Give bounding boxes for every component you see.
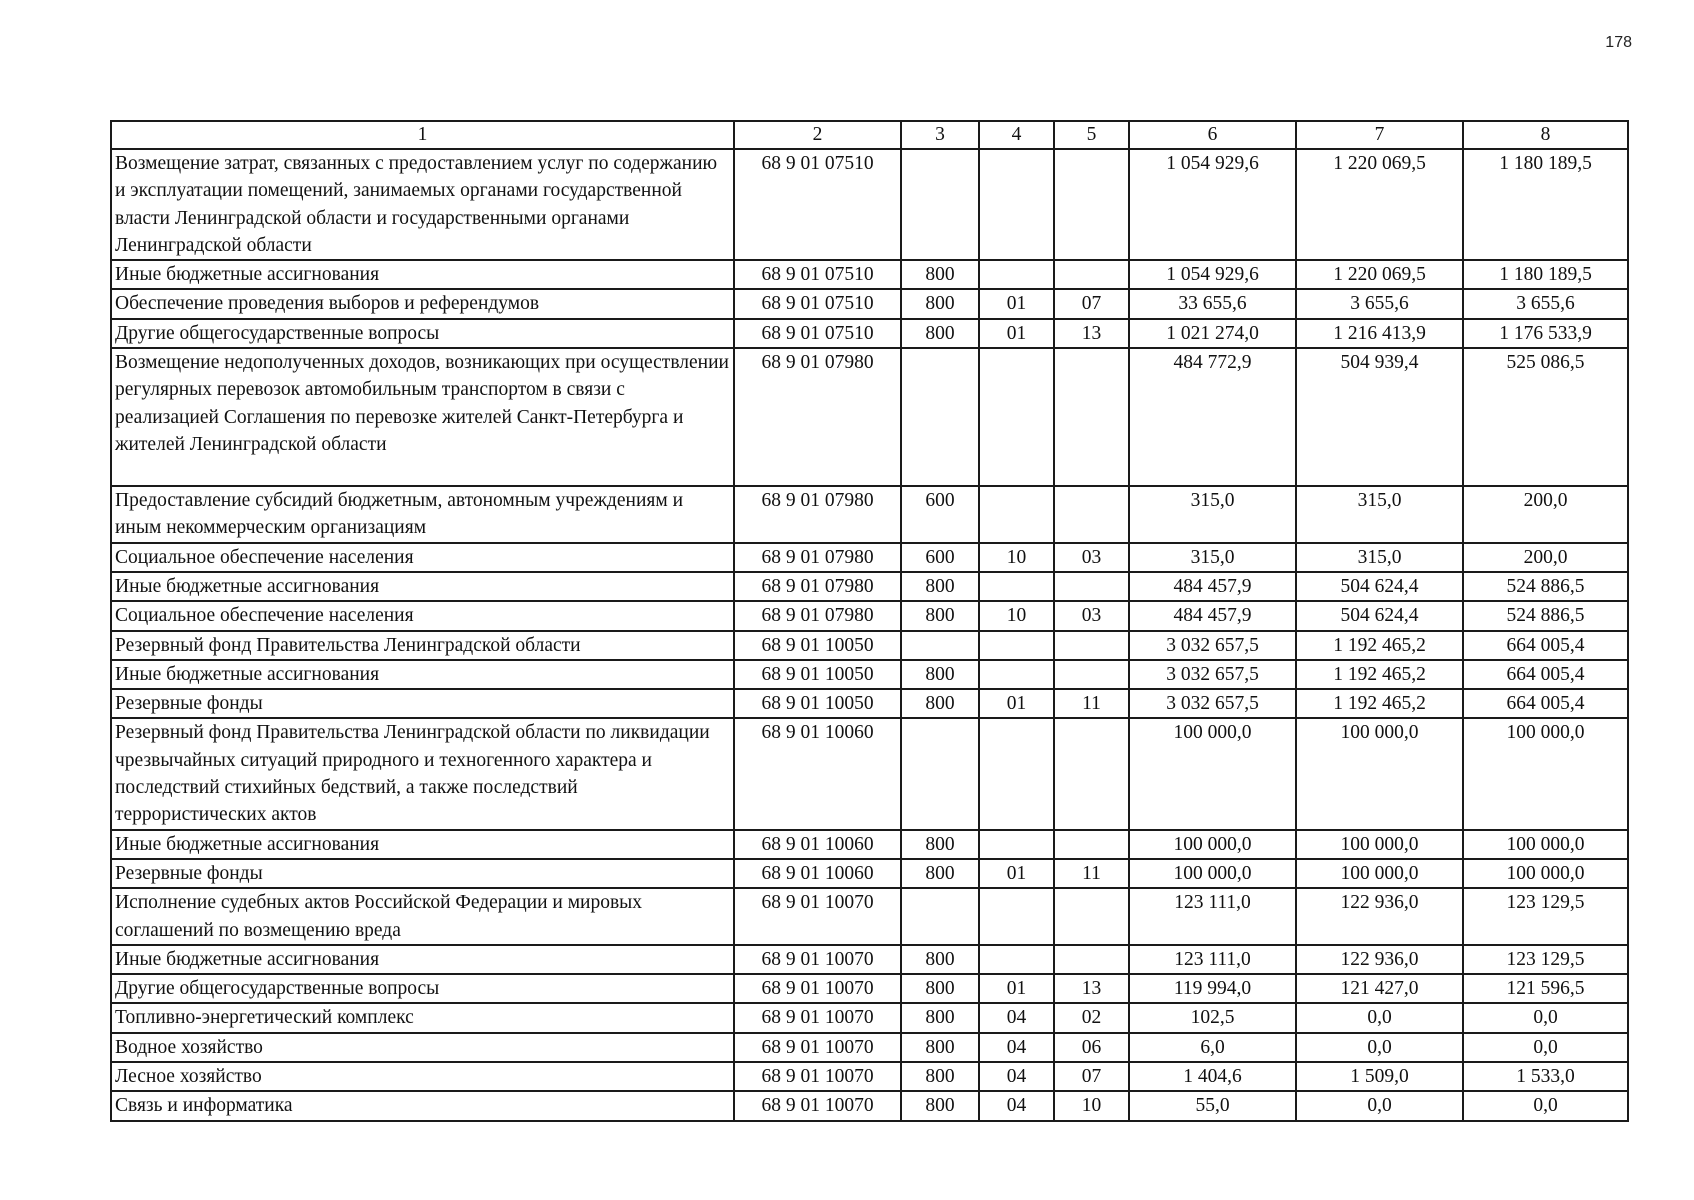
row-section-cell: 01 <box>979 974 1054 1003</box>
row-amount-col8-cell: 664 005,4 <box>1463 689 1628 718</box>
row-amount-col8-cell: 664 005,4 <box>1463 660 1628 689</box>
row-code-cell: 68 9 01 10050 <box>734 631 901 660</box>
row-section-cell <box>979 888 1054 945</box>
row-section-cell <box>979 572 1054 601</box>
row-amount-col7-cell: 0,0 <box>1296 1003 1463 1032</box>
table-row <box>111 572 1628 601</box>
row-subsection-cell: 02 <box>1054 1003 1129 1032</box>
row-code-cell: 68 9 01 07510 <box>734 149 901 260</box>
row-name-cell: Возмещение недополученных доходов, возникающих при осуществлении регулярных перевозок автомобильным транспортом в связи с реализацией Соглашения по перевозке жителей Санкт-Петербурга и жителей Ленинградской области <box>111 348 734 486</box>
row-subsection-cell: 11 <box>1054 859 1129 888</box>
row-section-cell <box>979 830 1054 859</box>
row-expense-type-cell: 800 <box>901 830 979 859</box>
table-row <box>111 718 1628 829</box>
row-amount-col7-cell: 504 939,4 <box>1296 348 1463 486</box>
row-name-cell: Другие общегосударственные вопросы <box>111 319 734 348</box>
row-section-cell: 04 <box>979 1033 1054 1062</box>
header-col-2: 2 <box>734 121 901 149</box>
row-code-cell: 68 9 01 07980 <box>734 486 901 543</box>
header-col-8: 8 <box>1463 121 1628 149</box>
header-col-6: 6 <box>1129 121 1296 149</box>
row-code-cell: 68 9 01 10050 <box>734 660 901 689</box>
row-amount-col6-cell: 100 000,0 <box>1129 718 1296 829</box>
row-expense-type-cell <box>901 348 979 486</box>
row-expense-type-cell: 800 <box>901 689 979 718</box>
row-amount-col8-cell: 524 886,5 <box>1463 601 1628 630</box>
row-expense-type-cell: 800 <box>901 1062 979 1091</box>
row-amount-col6-cell: 100 000,0 <box>1129 830 1296 859</box>
row-expense-type-cell: 600 <box>901 486 979 543</box>
table-row <box>111 888 1628 945</box>
row-amount-col8-cell: 664 005,4 <box>1463 631 1628 660</box>
row-name-cell: Иные бюджетные ассигнования <box>111 260 734 289</box>
row-subsection-cell: 13 <box>1054 319 1129 348</box>
row-amount-col8-cell: 1 533,0 <box>1463 1062 1628 1091</box>
row-amount-col7-cell: 100 000,0 <box>1296 830 1463 859</box>
row-subsection-cell <box>1054 945 1129 974</box>
row-amount-col7-cell: 1 192 465,2 <box>1296 660 1463 689</box>
row-name-cell: Водное хозяйство <box>111 1033 734 1062</box>
row-name-cell: Связь и информатика <box>111 1091 734 1120</box>
row-section-cell: 04 <box>979 1091 1054 1120</box>
row-subsection-cell <box>1054 348 1129 486</box>
table-row <box>111 1091 1628 1120</box>
row-amount-col7-cell: 122 936,0 <box>1296 945 1463 974</box>
row-amount-col7-cell: 1 220 069,5 <box>1296 149 1463 260</box>
budget-table <box>110 120 1629 1122</box>
row-amount-col6-cell: 3 032 657,5 <box>1129 660 1296 689</box>
row-code-cell: 68 9 01 10060 <box>734 830 901 859</box>
row-name-cell: Социальное обеспечение населения <box>111 543 734 572</box>
row-amount-col6-cell: 123 111,0 <box>1129 945 1296 974</box>
row-section-cell <box>979 945 1054 974</box>
header-col-4: 4 <box>979 121 1054 149</box>
row-name-cell: Обеспечение проведения выборов и референдумов <box>111 289 734 318</box>
row-expense-type-cell <box>901 718 979 829</box>
row-amount-col8-cell: 524 886,5 <box>1463 572 1628 601</box>
table-row <box>111 830 1628 859</box>
row-name-cell: Возмещение затрат, связанных с предоставлением услуг по содержанию и эксплуатации помещений, занимаемых органами государственной власти Ленинградской области и государственными органами Ленинградской области <box>111 149 734 260</box>
row-amount-col8-cell: 1 180 189,5 <box>1463 260 1628 289</box>
row-code-cell: 68 9 01 07980 <box>734 543 901 572</box>
row-name-cell: Резервный фонд Правительства Ленинградской области <box>111 631 734 660</box>
row-amount-col7-cell: 1 192 465,2 <box>1296 689 1463 718</box>
page-number: 178 <box>1605 34 1632 51</box>
table-header <box>111 121 1628 149</box>
row-amount-col7-cell: 504 624,4 <box>1296 572 1463 601</box>
row-amount-col7-cell: 1 192 465,2 <box>1296 631 1463 660</box>
row-section-cell: 04 <box>979 1003 1054 1032</box>
row-amount-col7-cell: 0,0 <box>1296 1091 1463 1120</box>
row-amount-col8-cell: 525 086,5 <box>1463 348 1628 486</box>
header-col-5: 5 <box>1054 121 1129 149</box>
row-subsection-cell: 11 <box>1054 689 1129 718</box>
row-section-cell: 10 <box>979 601 1054 630</box>
row-name-cell: Иные бюджетные ассигнования <box>111 660 734 689</box>
row-code-cell: 68 9 01 07510 <box>734 319 901 348</box>
row-expense-type-cell <box>901 631 979 660</box>
row-section-cell: 01 <box>979 319 1054 348</box>
row-section-cell: 01 <box>979 859 1054 888</box>
row-amount-col6-cell: 1 054 929,6 <box>1129 260 1296 289</box>
table-row <box>111 974 1628 1003</box>
row-amount-col7-cell: 3 655,6 <box>1296 289 1463 318</box>
table-row <box>111 631 1628 660</box>
row-amount-col7-cell: 122 936,0 <box>1296 888 1463 945</box>
row-code-cell: 68 9 01 10070 <box>734 1062 901 1091</box>
row-amount-col8-cell: 100 000,0 <box>1463 859 1628 888</box>
row-subsection-cell: 07 <box>1054 1062 1129 1091</box>
row-name-cell: Лесное хозяйство <box>111 1062 734 1091</box>
row-section-cell: 04 <box>979 1062 1054 1091</box>
table-body <box>111 149 1628 1121</box>
row-amount-col6-cell: 100 000,0 <box>1129 859 1296 888</box>
table-row <box>111 689 1628 718</box>
table-row <box>111 945 1628 974</box>
row-code-cell: 68 9 01 07980 <box>734 572 901 601</box>
row-section-cell <box>979 149 1054 260</box>
row-name-cell: Иные бюджетные ассигнования <box>111 830 734 859</box>
row-name-cell: Исполнение судебных актов Российской Федерации и мировых соглашений по возмещению вреда <box>111 888 734 945</box>
row-section-cell <box>979 631 1054 660</box>
row-expense-type-cell: 800 <box>901 1033 979 1062</box>
row-amount-col6-cell: 119 994,0 <box>1129 974 1296 1003</box>
row-amount-col7-cell: 1 509,0 <box>1296 1062 1463 1091</box>
row-amount-col6-cell: 55,0 <box>1129 1091 1296 1120</box>
row-amount-col8-cell: 0,0 <box>1463 1091 1628 1120</box>
row-amount-col8-cell: 123 129,5 <box>1463 945 1628 974</box>
row-expense-type-cell: 800 <box>901 319 979 348</box>
row-amount-col8-cell: 121 596,5 <box>1463 974 1628 1003</box>
row-expense-type-cell <box>901 888 979 945</box>
row-amount-col7-cell: 121 427,0 <box>1296 974 1463 1003</box>
row-amount-col6-cell: 484 772,9 <box>1129 348 1296 486</box>
row-subsection-cell: 06 <box>1054 1033 1129 1062</box>
row-amount-col6-cell: 3 032 657,5 <box>1129 631 1296 660</box>
table-row <box>111 149 1628 260</box>
row-expense-type-cell: 800 <box>901 859 979 888</box>
header-row <box>111 121 1628 149</box>
row-amount-col6-cell: 1 021 274,0 <box>1129 319 1296 348</box>
table-row <box>111 289 1628 318</box>
row-amount-col8-cell: 200,0 <box>1463 543 1628 572</box>
row-amount-col8-cell: 0,0 <box>1463 1003 1628 1032</box>
row-subsection-cell <box>1054 830 1129 859</box>
row-subsection-cell <box>1054 486 1129 543</box>
row-amount-col8-cell: 1 176 533,9 <box>1463 319 1628 348</box>
row-code-cell: 68 9 01 10060 <box>734 859 901 888</box>
row-section-cell: 10 <box>979 543 1054 572</box>
row-amount-col7-cell: 100 000,0 <box>1296 859 1463 888</box>
header-col-3: 3 <box>901 121 979 149</box>
table-row <box>111 601 1628 630</box>
row-section-cell <box>979 486 1054 543</box>
row-name-cell: Резервные фонды <box>111 859 734 888</box>
table-row <box>111 859 1628 888</box>
row-code-cell: 68 9 01 10070 <box>734 888 901 945</box>
row-name-cell: Топливно-энергетический комплекс <box>111 1003 734 1032</box>
row-amount-col7-cell: 315,0 <box>1296 486 1463 543</box>
row-amount-col8-cell: 0,0 <box>1463 1033 1628 1062</box>
row-code-cell: 68 9 01 07510 <box>734 289 901 318</box>
row-expense-type-cell: 800 <box>901 260 979 289</box>
row-subsection-cell <box>1054 572 1129 601</box>
row-section-cell <box>979 660 1054 689</box>
row-subsection-cell: 03 <box>1054 543 1129 572</box>
row-amount-col8-cell: 100 000,0 <box>1463 830 1628 859</box>
row-subsection-cell <box>1054 660 1129 689</box>
row-name-cell: Иные бюджетные ассигнования <box>111 945 734 974</box>
row-expense-type-cell: 800 <box>901 1091 979 1120</box>
row-subsection-cell: 03 <box>1054 601 1129 630</box>
row-amount-col8-cell: 123 129,5 <box>1463 888 1628 945</box>
row-expense-type-cell: 800 <box>901 660 979 689</box>
row-amount-col7-cell: 1 216 413,9 <box>1296 319 1463 348</box>
row-amount-col6-cell: 123 111,0 <box>1129 888 1296 945</box>
row-code-cell: 68 9 01 07980 <box>734 601 901 630</box>
row-amount-col8-cell: 3 655,6 <box>1463 289 1628 318</box>
row-amount-col7-cell: 315,0 <box>1296 543 1463 572</box>
row-section-cell: 01 <box>979 289 1054 318</box>
row-amount-col6-cell: 1 054 929,6 <box>1129 149 1296 260</box>
row-amount-col8-cell: 1 180 189,5 <box>1463 149 1628 260</box>
table-row <box>111 486 1628 543</box>
row-subsection-cell <box>1054 260 1129 289</box>
row-expense-type-cell: 800 <box>901 601 979 630</box>
table-row <box>111 348 1628 486</box>
row-amount-col6-cell: 315,0 <box>1129 486 1296 543</box>
row-section-cell: 01 <box>979 689 1054 718</box>
row-code-cell: 68 9 01 10060 <box>734 718 901 829</box>
row-subsection-cell <box>1054 888 1129 945</box>
row-expense-type-cell: 800 <box>901 945 979 974</box>
row-expense-type-cell: 800 <box>901 1003 979 1032</box>
row-subsection-cell <box>1054 718 1129 829</box>
row-expense-type-cell: 800 <box>901 572 979 601</box>
row-name-cell: Резервный фонд Правительства Ленинградской области по ликвидации чрезвычайных ситуаций природного и техногенного характера и последствий стихийных бедствий, а также последствий террористических актов <box>111 718 734 829</box>
row-subsection-cell <box>1054 149 1129 260</box>
row-subsection-cell: 13 <box>1054 974 1129 1003</box>
row-amount-col7-cell: 1 220 069,5 <box>1296 260 1463 289</box>
table-row <box>111 319 1628 348</box>
row-code-cell: 68 9 01 07980 <box>734 348 901 486</box>
table-row <box>111 1033 1628 1062</box>
table-row <box>111 660 1628 689</box>
header-col-7: 7 <box>1296 121 1463 149</box>
row-code-cell: 68 9 01 07510 <box>734 260 901 289</box>
table-row <box>111 1003 1628 1032</box>
row-name-cell: Иные бюджетные ассигнования <box>111 572 734 601</box>
row-amount-col6-cell: 3 032 657,5 <box>1129 689 1296 718</box>
row-name-cell: Резервные фонды <box>111 689 734 718</box>
row-amount-col6-cell: 315,0 <box>1129 543 1296 572</box>
row-amount-col6-cell: 33 655,6 <box>1129 289 1296 318</box>
row-name-cell: Предоставление субсидий бюджетным, автономным учреждениям и иным некоммерческим организациям <box>111 486 734 543</box>
row-section-cell <box>979 260 1054 289</box>
row-subsection-cell: 10 <box>1054 1091 1129 1120</box>
row-subsection-cell: 07 <box>1054 289 1129 318</box>
row-code-cell: 68 9 01 10070 <box>734 1033 901 1062</box>
row-code-cell: 68 9 01 10070 <box>734 1091 901 1120</box>
row-name-cell: Социальное обеспечение населения <box>111 601 734 630</box>
row-amount-col6-cell: 484 457,9 <box>1129 572 1296 601</box>
row-name-cell: Другие общегосударственные вопросы <box>111 974 734 1003</box>
row-expense-type-cell: 800 <box>901 974 979 1003</box>
header-col-1: 1 <box>111 121 734 149</box>
row-code-cell: 68 9 01 10070 <box>734 1003 901 1032</box>
row-amount-col7-cell: 0,0 <box>1296 1033 1463 1062</box>
row-amount-col6-cell: 102,5 <box>1129 1003 1296 1032</box>
row-code-cell: 68 9 01 10070 <box>734 974 901 1003</box>
row-expense-type-cell: 600 <box>901 543 979 572</box>
row-amount-col8-cell: 200,0 <box>1463 486 1628 543</box>
row-code-cell: 68 9 01 10050 <box>734 689 901 718</box>
row-code-cell: 68 9 01 10070 <box>734 945 901 974</box>
row-amount-col6-cell: 1 404,6 <box>1129 1062 1296 1091</box>
row-amount-col8-cell: 100 000,0 <box>1463 718 1628 829</box>
row-amount-col7-cell: 100 000,0 <box>1296 718 1463 829</box>
row-section-cell <box>979 348 1054 486</box>
row-expense-type-cell <box>901 149 979 260</box>
row-amount-col6-cell: 6,0 <box>1129 1033 1296 1062</box>
table-row <box>111 260 1628 289</box>
table-row <box>111 1062 1628 1091</box>
table-row <box>111 543 1628 572</box>
row-subsection-cell <box>1054 631 1129 660</box>
row-section-cell <box>979 718 1054 829</box>
row-amount-col6-cell: 484 457,9 <box>1129 601 1296 630</box>
row-expense-type-cell: 800 <box>901 289 979 318</box>
row-amount-col7-cell: 504 624,4 <box>1296 601 1463 630</box>
